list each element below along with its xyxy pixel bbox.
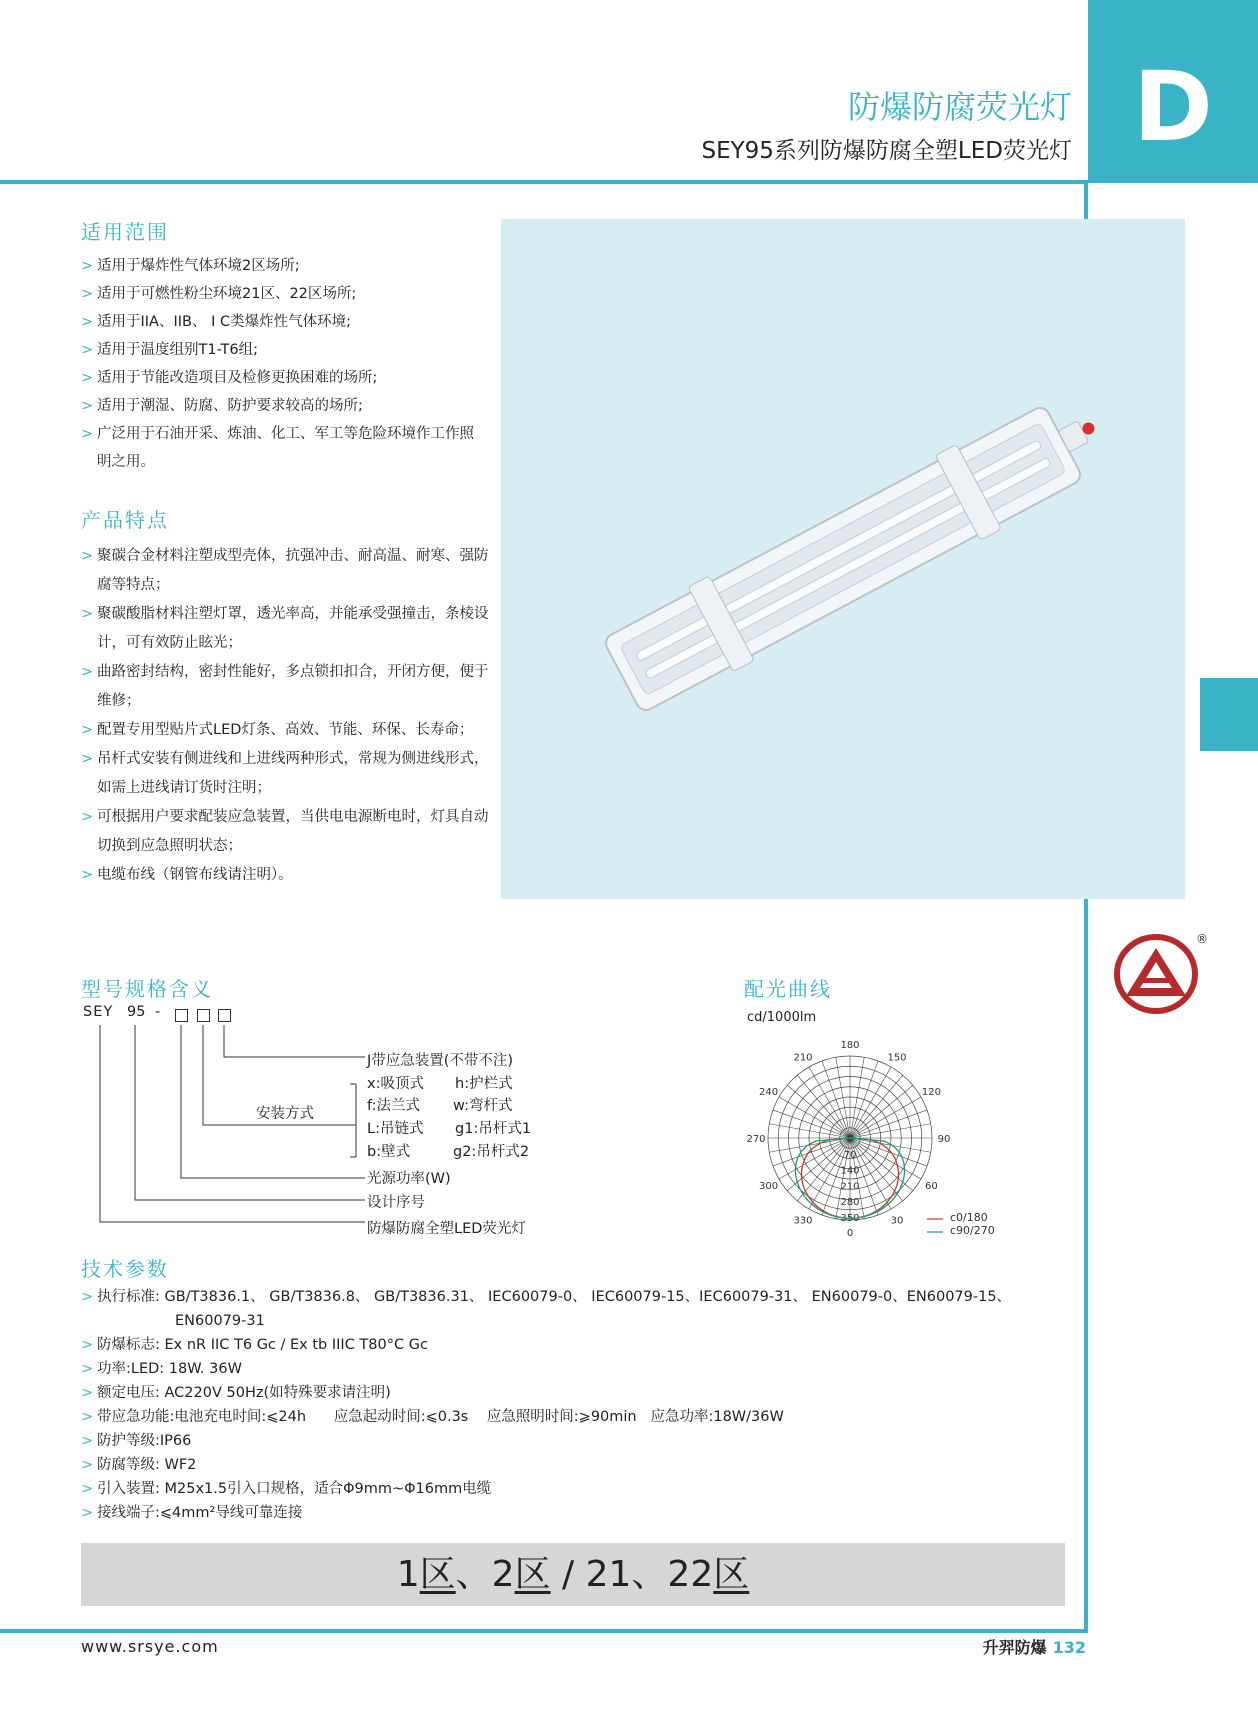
- page-number: 132: [1052, 1638, 1086, 1657]
- company-logo: [1112, 934, 1208, 1016]
- angle-label: 30: [890, 1215, 904, 1227]
- list-item: > 适用于可燃性粉尘环境21区、22区场所;: [81, 280, 481, 308]
- list-item: > 可根据用户要求配装应急装置，当供电电源断电时，灯具自动切换到应急照明状态；: [81, 803, 499, 861]
- curve-heading: 配光曲线: [744, 977, 832, 1001]
- model-heading: 型号规格含义: [81, 977, 213, 1001]
- standard-continued: EN60079-31: [175, 1313, 265, 1329]
- install-opt-w: w:弯杆式: [453, 1098, 513, 1114]
- radial-label: 280: [840, 1197, 860, 1209]
- install-opt-x: x:吸顶式: [367, 1076, 424, 1092]
- list-item: > 引入装置: M25x1.5引入口规格，适合Φ9mm~Φ16mm电缆: [81, 1477, 1081, 1501]
- footer-brand: 升羿防爆 132: [982, 1638, 1086, 1657]
- features-heading: 产品特点: [81, 508, 169, 532]
- page-title: 防爆防腐荧光灯: [847, 88, 1072, 126]
- list-item: > 电缆布线（钢管布线请注明）。: [81, 861, 499, 890]
- list-item: > 防护等级:IP66: [81, 1429, 1081, 1453]
- list-item: > 聚碳酸脂材料注塑灯罩，透光率高，并能承受强撞击，条棱设计，可有效防止眩光；: [81, 600, 499, 658]
- radial-label: 350: [840, 1212, 860, 1224]
- bottom-rule: [0, 1629, 1088, 1633]
- tech-heading: 技术参数: [81, 1257, 169, 1281]
- list-item: > 功率:LED: 18W. 36W: [81, 1357, 1081, 1381]
- model-code-number: 95: [127, 1004, 146, 1020]
- power-label: 光源功率(W): [367, 1171, 451, 1187]
- page-subtitle: SEY95系列防爆防腐全塑LED荧光灯: [701, 138, 1072, 164]
- angle-label: 180: [840, 1040, 860, 1051]
- list-item: > 聚碳合金材料注塑成型壳体，抗强冲击、耐高温、耐寒、强防腐等特点；: [81, 542, 499, 600]
- angle-label: 60: [925, 1181, 938, 1192]
- model-code-prefix: SEY: [83, 1004, 114, 1020]
- list-item: > 额定电压: AC220V 50Hz(如特殊要求请注明): [81, 1381, 1081, 1405]
- list-item: > 带应急功能:电池充电时间:⩽24h 应急起动时间:⩽0.3s 应急照明时间:⩾90min 应急功率:18W/36W: [81, 1405, 1081, 1429]
- install-opt-g2: g2:吊杆式2: [453, 1144, 530, 1160]
- registered-mark: ®: [1196, 932, 1208, 946]
- angle-label: 240: [759, 1087, 779, 1098]
- angle-label: 300: [759, 1181, 779, 1192]
- list-item: > 适用于节能改造项目及检修更换困难的场所;: [81, 364, 481, 392]
- list-item: > 适用于潮湿、防腐、防护要求较高的场所;: [81, 392, 481, 420]
- list-item: > 防爆标志: Ex nR IIC T6 Gc / Ex tb IIIC T80°C Gc: [81, 1333, 1081, 1357]
- list-item: > 配置专用型贴片式LED灯条、高效、节能、环保、长寿命；: [81, 716, 499, 745]
- list-item: > 适用于IIA、IIB、 I C类爆炸性气体环境;: [81, 308, 481, 336]
- angle-label: 210: [793, 1052, 813, 1064]
- curve-unit: cd/1000lm: [747, 1010, 817, 1025]
- model-code-dash: -: [155, 1004, 161, 1020]
- legend-c0: c0/180: [950, 1211, 988, 1224]
- radial-label: 210: [840, 1181, 860, 1193]
- list-item: > 防腐等级: WF2: [81, 1453, 1081, 1477]
- install-opt-l: L:吊链式: [367, 1121, 424, 1137]
- zone-banner: 1区、2区 / 21、22区: [81, 1543, 1065, 1606]
- install-opt-h: h:护栏式: [455, 1076, 513, 1092]
- list-item: > 接线端子:⩽4mm²导线可靠连接: [81, 1501, 1081, 1525]
- install-opt-f: f:法兰式: [367, 1098, 420, 1114]
- list-item: > 适用于爆炸性气体环境2区场所;: [81, 252, 481, 280]
- install-opt-g1: g1:吊杆式1: [455, 1121, 532, 1137]
- install-method-label: 安装方式: [256, 1106, 314, 1122]
- fluorescent-lamp-illustration: [501, 219, 1185, 899]
- section-letter-tab: D: [1088, 0, 1258, 183]
- list-item: > 吊杆式安装有侧进线和上进线两种形式，常规为侧进线形式，如需上进线请订货时注明；: [81, 745, 499, 803]
- list-item: > 曲路密封结构，密封性能好，多点锁扣扣合，开闭方便，便于维修；: [81, 658, 499, 716]
- angle-label: 120: [921, 1087, 941, 1098]
- radial-label: 0: [846, 1134, 854, 1145]
- emergency-option: J带应急装置(不带不注): [367, 1053, 514, 1069]
- footer-url[interactable]: www.srsye.com: [81, 1637, 219, 1656]
- product-photo: [501, 219, 1185, 899]
- angle-label: 330: [793, 1215, 813, 1227]
- angle-label: 0: [846, 1228, 854, 1239]
- tech-list: [81, 1285, 1081, 1525]
- side-index-tab: [1200, 678, 1258, 751]
- scope-heading: 适用范围: [81, 220, 169, 244]
- legend-swatches: [925, 1212, 945, 1236]
- angle-label: 90: [937, 1134, 951, 1145]
- radial-label: 140: [840, 1165, 860, 1177]
- list-item: > 适用于温度组别T1-T6组;: [81, 336, 481, 364]
- list-item: > 执行标准: GB/T3836.1、 GB/T3836.8、 GB/T3836.31、 IEC60079-0、 IEC60079-15、IEC60079-31、 EN60079-0、EN60079-15、 EN60079-31: [81, 1285, 1081, 1333]
- angle-label: 150: [887, 1052, 907, 1064]
- angle-label: 270: [746, 1134, 766, 1145]
- radial-label: 70: [843, 1149, 857, 1161]
- install-opt-b: b:壁式: [367, 1144, 411, 1160]
- legend-c90: c90/270: [950, 1224, 995, 1237]
- design-no-label: 设计序号: [367, 1195, 425, 1211]
- product-label: 防爆防腐全塑LED荧光灯: [367, 1221, 526, 1237]
- list-item: > 广泛用于石油开采、炼油、化工、军工等危险环境作工作照明之用。: [81, 420, 481, 476]
